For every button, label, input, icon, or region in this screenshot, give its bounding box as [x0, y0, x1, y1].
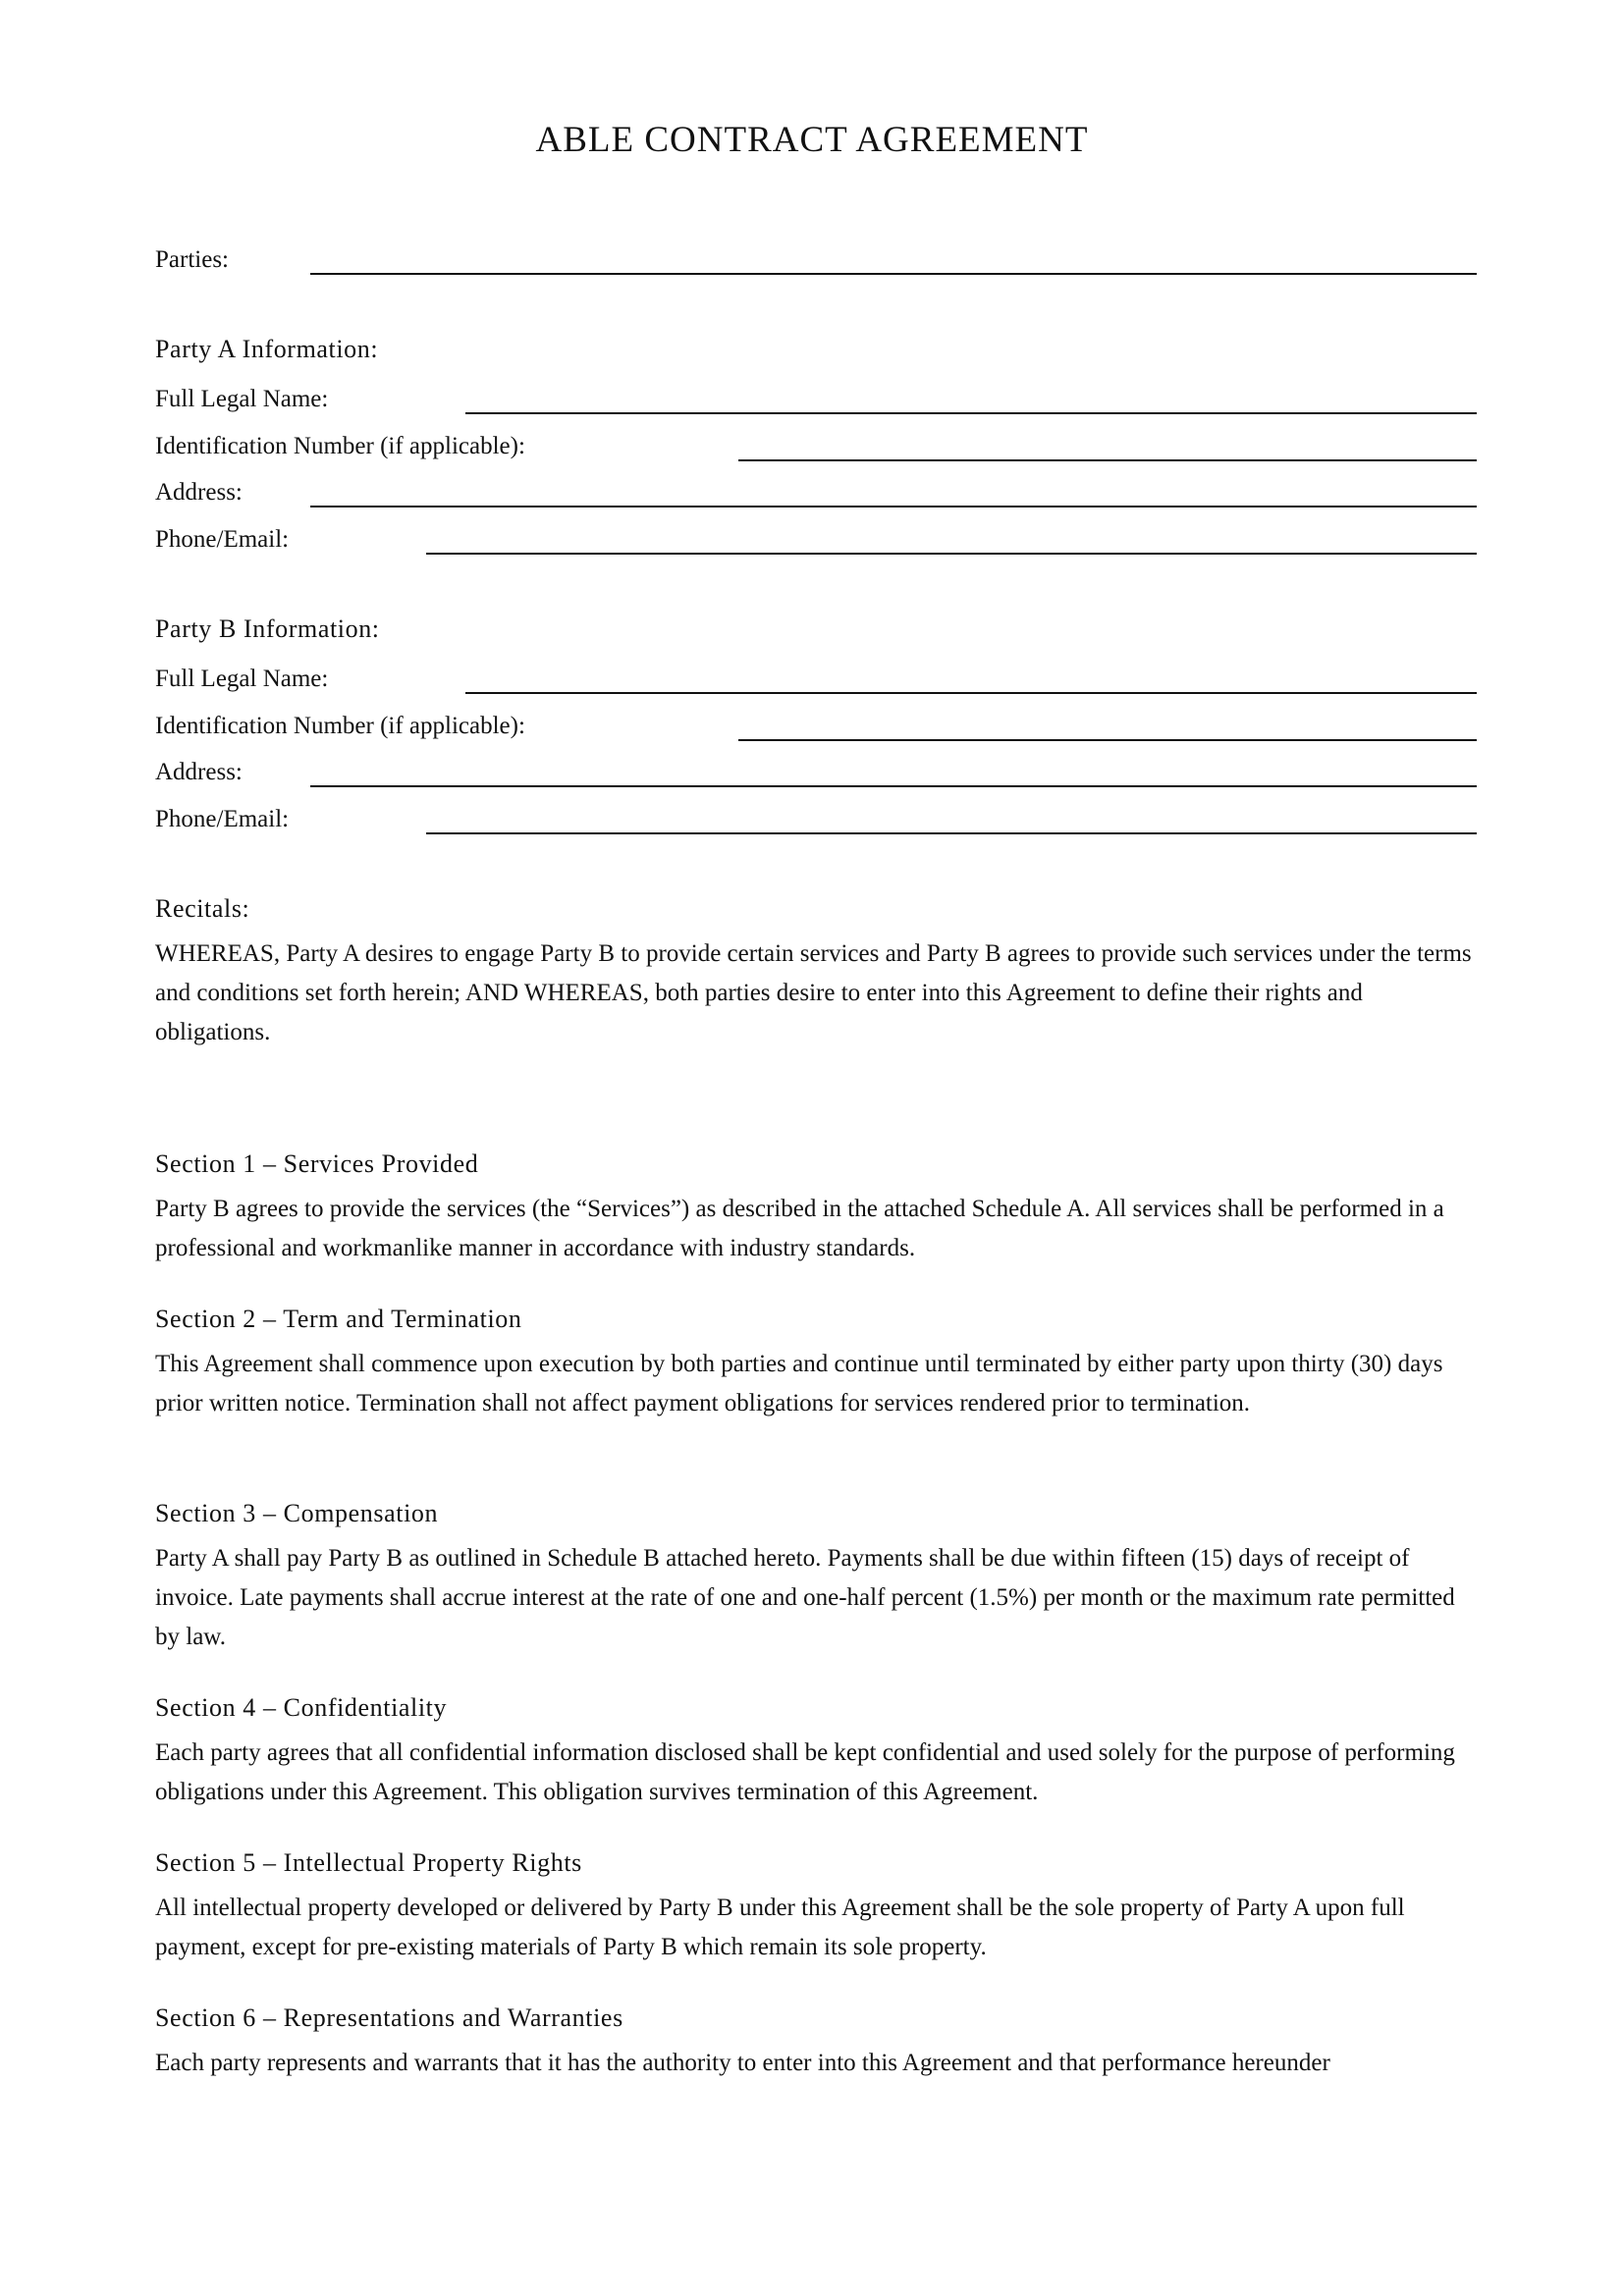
party-a-address-label: Address:: [155, 479, 243, 506]
party-a-phone-field: [155, 515, 1477, 555]
party-a-address-blank-line[interactable]: [310, 506, 1477, 507]
party-b-full-name-field: [155, 655, 1477, 694]
party-b-phone-field: [155, 795, 1477, 834]
party-b-full-name-blank-line[interactable]: [465, 692, 1477, 694]
section-3-text: Party A shall pay Party B as outlined in Schedule B attached hereto. Payments shall be due within fifteen (15) days of receipt of invoice. Late payments shall accrue interest at the rate of one and one-half percent (1.5%) per month or the maximum rate permitted by law.: [155, 1545, 1455, 1650]
recitals-heading: Recitals:: [155, 894, 250, 923]
party-a-full-name-blank-line[interactable]: [465, 412, 1477, 414]
section-2-heading: Section 2 – Term and Termination: [155, 1305, 522, 1333]
party-a-id-field: [155, 422, 1477, 461]
party-a-full-name-label: Full Legal Name:: [155, 386, 329, 412]
section-3-heading: Section 3 – Compensation: [155, 1499, 439, 1527]
section-4-heading: Section 4 – Confidentiality: [155, 1693, 448, 1722]
party-a-heading: Party A Information:: [155, 335, 379, 363]
section-6-text: Each party represents and warrants that it has the authority to enter into this Agreement and that performance hereunder: [155, 2050, 1330, 2076]
party-b-address-field: [155, 748, 1477, 787]
party-b-heading: Party B Information:: [155, 614, 380, 643]
party-a-phone-blank-line[interactable]: [426, 553, 1477, 555]
parties-field: [155, 236, 1477, 275]
party-b-phone-blank-line[interactable]: [426, 832, 1477, 834]
party-a-phone-label: Phone/Email:: [155, 526, 290, 553]
section-1-text: Party B agrees to provide the services (the “Services”) as described in the attached Schedule A. All services shall be performed in a professional and workmanlike manner in accordance with industry standards.: [155, 1196, 1444, 1261]
recitals-text: WHEREAS, Party A desires to engage Party B to provide certain services and Party B agrees to provide such services under the terms and conditions set forth herein; AND WHEREAS, both parties desire to enter into this Agreement to define their rights and obligations.: [155, 940, 1472, 1045]
party-a-id-blank-line[interactable]: [738, 459, 1477, 461]
parties-label: Parties:: [155, 246, 229, 273]
party-b-phone-label: Phone/Email:: [155, 806, 290, 832]
parties-blank-line[interactable]: [310, 273, 1477, 275]
document-title: ABLE CONTRACT AGREEMENT: [535, 120, 1089, 160]
section-1-heading: Section 1 – Services Provided: [155, 1149, 479, 1178]
party-a-id-label: Identification Number (if applicable):: [155, 433, 525, 459]
section-4-text: Each party agrees that all confidential information disclosed shall be kept confidential and used solely for the purpose of performing obligations under this Agreement. This obligation survives termination of this Agreement.: [155, 1739, 1455, 1805]
party-b-id-blank-line[interactable]: [738, 739, 1477, 741]
party-b-id-field: [155, 702, 1477, 741]
section-5-heading: Section 5 – Intellectual Property Rights: [155, 1848, 582, 1877]
party-b-address-label: Address:: [155, 759, 243, 785]
party-b-full-name-label: Full Legal Name:: [155, 666, 329, 692]
section-5-text: All intellectual property developed or delivered by Party B under this Agreement shall be the sole property of Party A upon full payment, except for pre-existing materials of Party B which remain its sole property.: [155, 1895, 1405, 1960]
party-a-full-name-field: [155, 375, 1477, 414]
section-2-text: This Agreement shall commence upon execution by both parties and continue until terminated by either party upon thirty (30) days prior written notice. Termination shall not affect payment obligations for services rendered prior to termination.: [155, 1351, 1443, 1416]
party-b-id-label: Identification Number (if applicable):: [155, 713, 525, 739]
party-a-address-field: [155, 468, 1477, 507]
party-b-address-blank-line[interactable]: [310, 785, 1477, 787]
section-6-heading: Section 6 – Representations and Warranties: [155, 2003, 623, 2032]
